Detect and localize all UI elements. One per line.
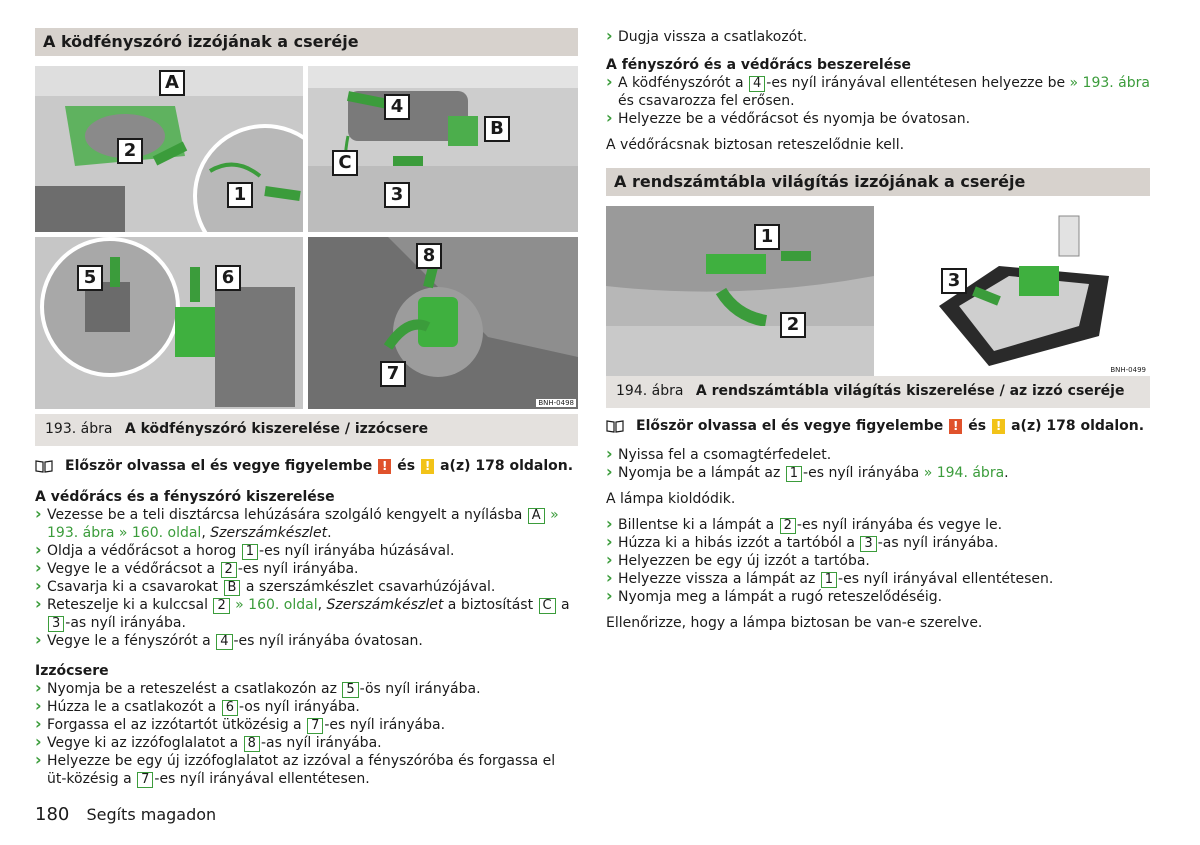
- steps-install: [606, 74, 1150, 128]
- ref-box: 7: [307, 718, 323, 734]
- cross-ref-link[interactable]: » 193. ábra: [1065, 75, 1150, 91]
- step-emphasis: Szerszámkészlet: [326, 597, 444, 613]
- note-text-mid: és: [397, 458, 416, 474]
- fig193-panel-bulb-holder: [308, 237, 578, 409]
- figure-number: 193. ábra: [45, 421, 113, 437]
- ref-box: 3: [48, 616, 64, 632]
- paragraph: A védőrácsnak biztosan reteszelődnie kell.: [606, 137, 905, 153]
- section-heading-plate-light: A rendszámtábla világítás izzójának a cseréje: [606, 168, 1150, 196]
- step-text: Helyezze be egy új izzófoglalatot az izzóval a fényszóróba és forgassa el üt-közésig a: [47, 753, 556, 787]
- connector-illustration: [35, 237, 303, 409]
- step-text: Vezesse be a teli disztárcsa lehúzására szolgáló kengyelt a nyílásba: [47, 507, 527, 523]
- figure-title: A ködfényszóró kiszerelése / izzócsere: [124, 421, 429, 437]
- step-item: [35, 716, 578, 734]
- step-item: [606, 534, 1150, 552]
- callout-2: 2: [117, 138, 143, 164]
- figure-194: [606, 206, 1150, 376]
- footer-title: Segíts magadon: [86, 805, 217, 824]
- ref-box: 2: [221, 562, 237, 578]
- step-text: Húzza ki a hibás izzót a tartóból a: [618, 535, 860, 551]
- figure-193: [35, 66, 578, 414]
- ref-box: 4: [749, 76, 765, 92]
- step-item: [35, 560, 578, 578]
- callout-8: 8: [416, 243, 442, 269]
- step-text: -as nyíl irányába.: [260, 735, 382, 751]
- step-text: -as nyíl irányába.: [877, 535, 999, 551]
- steps-reconnect: [606, 28, 1150, 46]
- callout-5: 5: [77, 265, 103, 291]
- ref-box: 3: [860, 536, 876, 552]
- step-text: Oldja a védőrácsot a horog: [47, 543, 241, 559]
- step-item: [606, 464, 1150, 482]
- safety-note: [35, 458, 578, 474]
- page-footer: [35, 804, 216, 825]
- step-text: Nyomja be a reteszelést a csatlakozón az: [47, 681, 342, 697]
- callout-2: 2: [780, 312, 806, 338]
- step-text: Nyomja be a lámpát az: [618, 465, 785, 481]
- step-text: Húzza le a csatlakozót a: [47, 699, 221, 715]
- warning-red-icon: !: [949, 419, 962, 434]
- step-text: ,: [317, 597, 327, 613]
- step-item: › Helyezze be a védőrácsot és nyomja be óvatosan.: [606, 110, 1150, 128]
- ref-box: 2: [780, 518, 796, 534]
- callout-1: 1: [227, 182, 253, 208]
- subheading-bulb-change: Izzócsere: [35, 663, 109, 679]
- step-text: Csavarja ki a csavarokat: [47, 579, 223, 595]
- step-text: -es nyíl irányába.: [237, 561, 359, 577]
- bulb-holder-illustration: [308, 237, 578, 409]
- step-text: Vegye le a fényszórót a: [47, 633, 216, 649]
- steps-remove-grille: [35, 506, 578, 650]
- step-text: és csavarozza fel erősen.: [618, 93, 795, 109]
- callout-B: B: [484, 116, 510, 142]
- callout-3: 3: [941, 268, 967, 294]
- step-item: [35, 542, 578, 560]
- step-text: -es nyíl irányába és vegye le.: [796, 517, 1003, 533]
- ref-box: 4: [216, 634, 232, 650]
- step-text: ,: [201, 525, 211, 541]
- ref-box: 1: [242, 544, 258, 560]
- callout-C: C: [332, 150, 358, 176]
- left-column: [35, 28, 578, 788]
- step-text: -os nyíl irányába.: [238, 699, 360, 715]
- step-item: [35, 734, 578, 752]
- step-text: Billentse ki a lámpát a: [618, 517, 779, 533]
- step-item: [35, 506, 578, 542]
- callout-7: 7: [380, 361, 406, 387]
- step-text: -es nyíl irányába óvatosan.: [233, 633, 423, 649]
- step-emphasis: Szerszámkészlet: [210, 525, 328, 541]
- warning-yellow-icon: !: [421, 459, 434, 474]
- step-item: [35, 578, 578, 596]
- ref-box: 1: [786, 466, 802, 482]
- ref-box: 8: [244, 736, 260, 752]
- ref-box: C: [539, 598, 556, 614]
- step-text: Vegye le a védőrácsot a: [47, 561, 220, 577]
- step-text: Forgassa el az izzótartót ütközésig a: [47, 717, 307, 733]
- note-text-post: a(z) 178 oldalon.: [1011, 418, 1145, 434]
- callout-4: 4: [384, 94, 410, 120]
- ref-box: 2: [213, 598, 229, 614]
- section-heading-fog-light: A ködfényszóró izzójának a cseréje: [35, 28, 578, 56]
- page-number: 180: [35, 804, 70, 825]
- step-text: -es nyíl irányába húzásával.: [259, 543, 455, 559]
- steps-remove-plate-lamp: [606, 446, 1150, 482]
- note-text-pre: Először olvassa el és vegye figyelembe: [636, 418, 944, 434]
- paragraph: Ellenőrizze, hogy a lámpa biztosan be van-e szerelve.: [606, 615, 983, 631]
- figure-number: 194. ábra: [616, 383, 684, 399]
- step-item: [606, 516, 1150, 534]
- figure-193-caption: [35, 414, 578, 446]
- step-text: a: [556, 597, 570, 613]
- step-item: [35, 698, 578, 716]
- subheading-install: A fényszóró és a védőrács beszerelése: [606, 57, 912, 73]
- step-text: .: [1004, 465, 1009, 481]
- safety-note: [606, 418, 1150, 434]
- step-text: -es nyíl irányába.: [324, 717, 446, 733]
- callout-6: 6: [215, 265, 241, 291]
- cross-ref-link[interactable]: » 160. oldal: [230, 597, 318, 613]
- callout-1: 1: [754, 224, 780, 250]
- cross-ref-link[interactable]: » 194. ábra: [919, 465, 1005, 481]
- note-text-mid: és: [968, 418, 987, 434]
- step-item: [35, 680, 578, 698]
- fig194-panel-bulb: [879, 206, 1150, 376]
- plate-lamp-illustration: [606, 206, 874, 376]
- warning-red-icon: !: [378, 459, 391, 474]
- fig193-panel-connector: [35, 237, 303, 409]
- ref-box: 1: [821, 572, 837, 588]
- figure-code: BNH-0499: [1110, 366, 1146, 374]
- subheading-remove-grille: A védőrács és a fényszóró kiszerelése: [35, 489, 335, 505]
- step-text: A ködfényszórót a: [618, 75, 748, 91]
- step-item: › Nyissa fel a csomagtérfedelet.: [606, 446, 1150, 464]
- note-text-post: a(z) 178 oldalon.: [440, 458, 574, 474]
- steps-bulb-change: [35, 680, 578, 788]
- step-text: Vegye ki az izzófoglalatot a: [47, 735, 243, 751]
- steps-replace-bulb: [606, 516, 1150, 606]
- right-column: [606, 28, 1150, 632]
- book-icon: [35, 460, 53, 473]
- figure-code: BNH-0498: [538, 399, 574, 407]
- callout-A: A: [159, 70, 185, 96]
- book-icon: [606, 420, 624, 433]
- step-item: [35, 632, 578, 650]
- step-item: › Helyezzen be egy új izzót a tartóba.: [606, 552, 1150, 570]
- ref-box: 5: [342, 682, 358, 698]
- step-text: -es nyíl irányával ellentétesen.: [838, 571, 1054, 587]
- step-text: a biztosítást: [443, 597, 538, 613]
- step-item: [35, 752, 578, 788]
- fig194-panel-lamp: [606, 206, 874, 376]
- ref-box: B: [224, 580, 241, 596]
- step-text: -es nyíl irányával ellentétesen.: [154, 771, 370, 787]
- fog-light-screws-illustration: [308, 66, 578, 232]
- step-text: Reteszelje ki a kulccsal: [47, 597, 213, 613]
- ref-box: A: [528, 508, 545, 524]
- cross-ref-link[interactable]: » 193. ábra » 160. oldal: [47, 507, 559, 541]
- step-item: [606, 74, 1150, 110]
- step-item: [606, 570, 1150, 588]
- step-text: Helyezze vissza a lámpát az: [618, 571, 820, 587]
- paragraph: A lámpa kioldódik.: [606, 491, 736, 507]
- ref-box: 6: [222, 700, 238, 716]
- step-item: [35, 596, 578, 632]
- figure-title: A rendszámtábla világítás kiszerelése / az izzó cseréje: [695, 383, 1125, 399]
- callout-3: 3: [384, 182, 410, 208]
- fig193-panel-fog-screws: [308, 66, 578, 232]
- step-text: -es nyíl irányába: [803, 465, 920, 481]
- fig193-panel-fog-grille: [35, 66, 303, 232]
- step-text: -as nyíl irányába.: [65, 615, 186, 631]
- plate-bulb-illustration: [879, 206, 1150, 376]
- warning-yellow-icon: !: [992, 419, 1005, 434]
- step-item: › Nyomja meg a lámpát a rugó reteszelődéséig.: [606, 588, 1150, 606]
- step-text: a szerszámkészlet csavarhúzójával.: [241, 579, 496, 595]
- note-text-pre: Először olvassa el és vegye figyelembe: [65, 458, 373, 474]
- ref-box: 7: [137, 772, 153, 788]
- step-text: -es nyíl irányával ellentétesen helyezze be: [766, 75, 1066, 91]
- step-text: .: [327, 525, 332, 541]
- figure-194-caption: [606, 376, 1150, 408]
- step-item: › Dugja vissza a csatlakozót.: [606, 28, 1150, 46]
- step-text: -ös nyíl irányába.: [359, 681, 481, 697]
